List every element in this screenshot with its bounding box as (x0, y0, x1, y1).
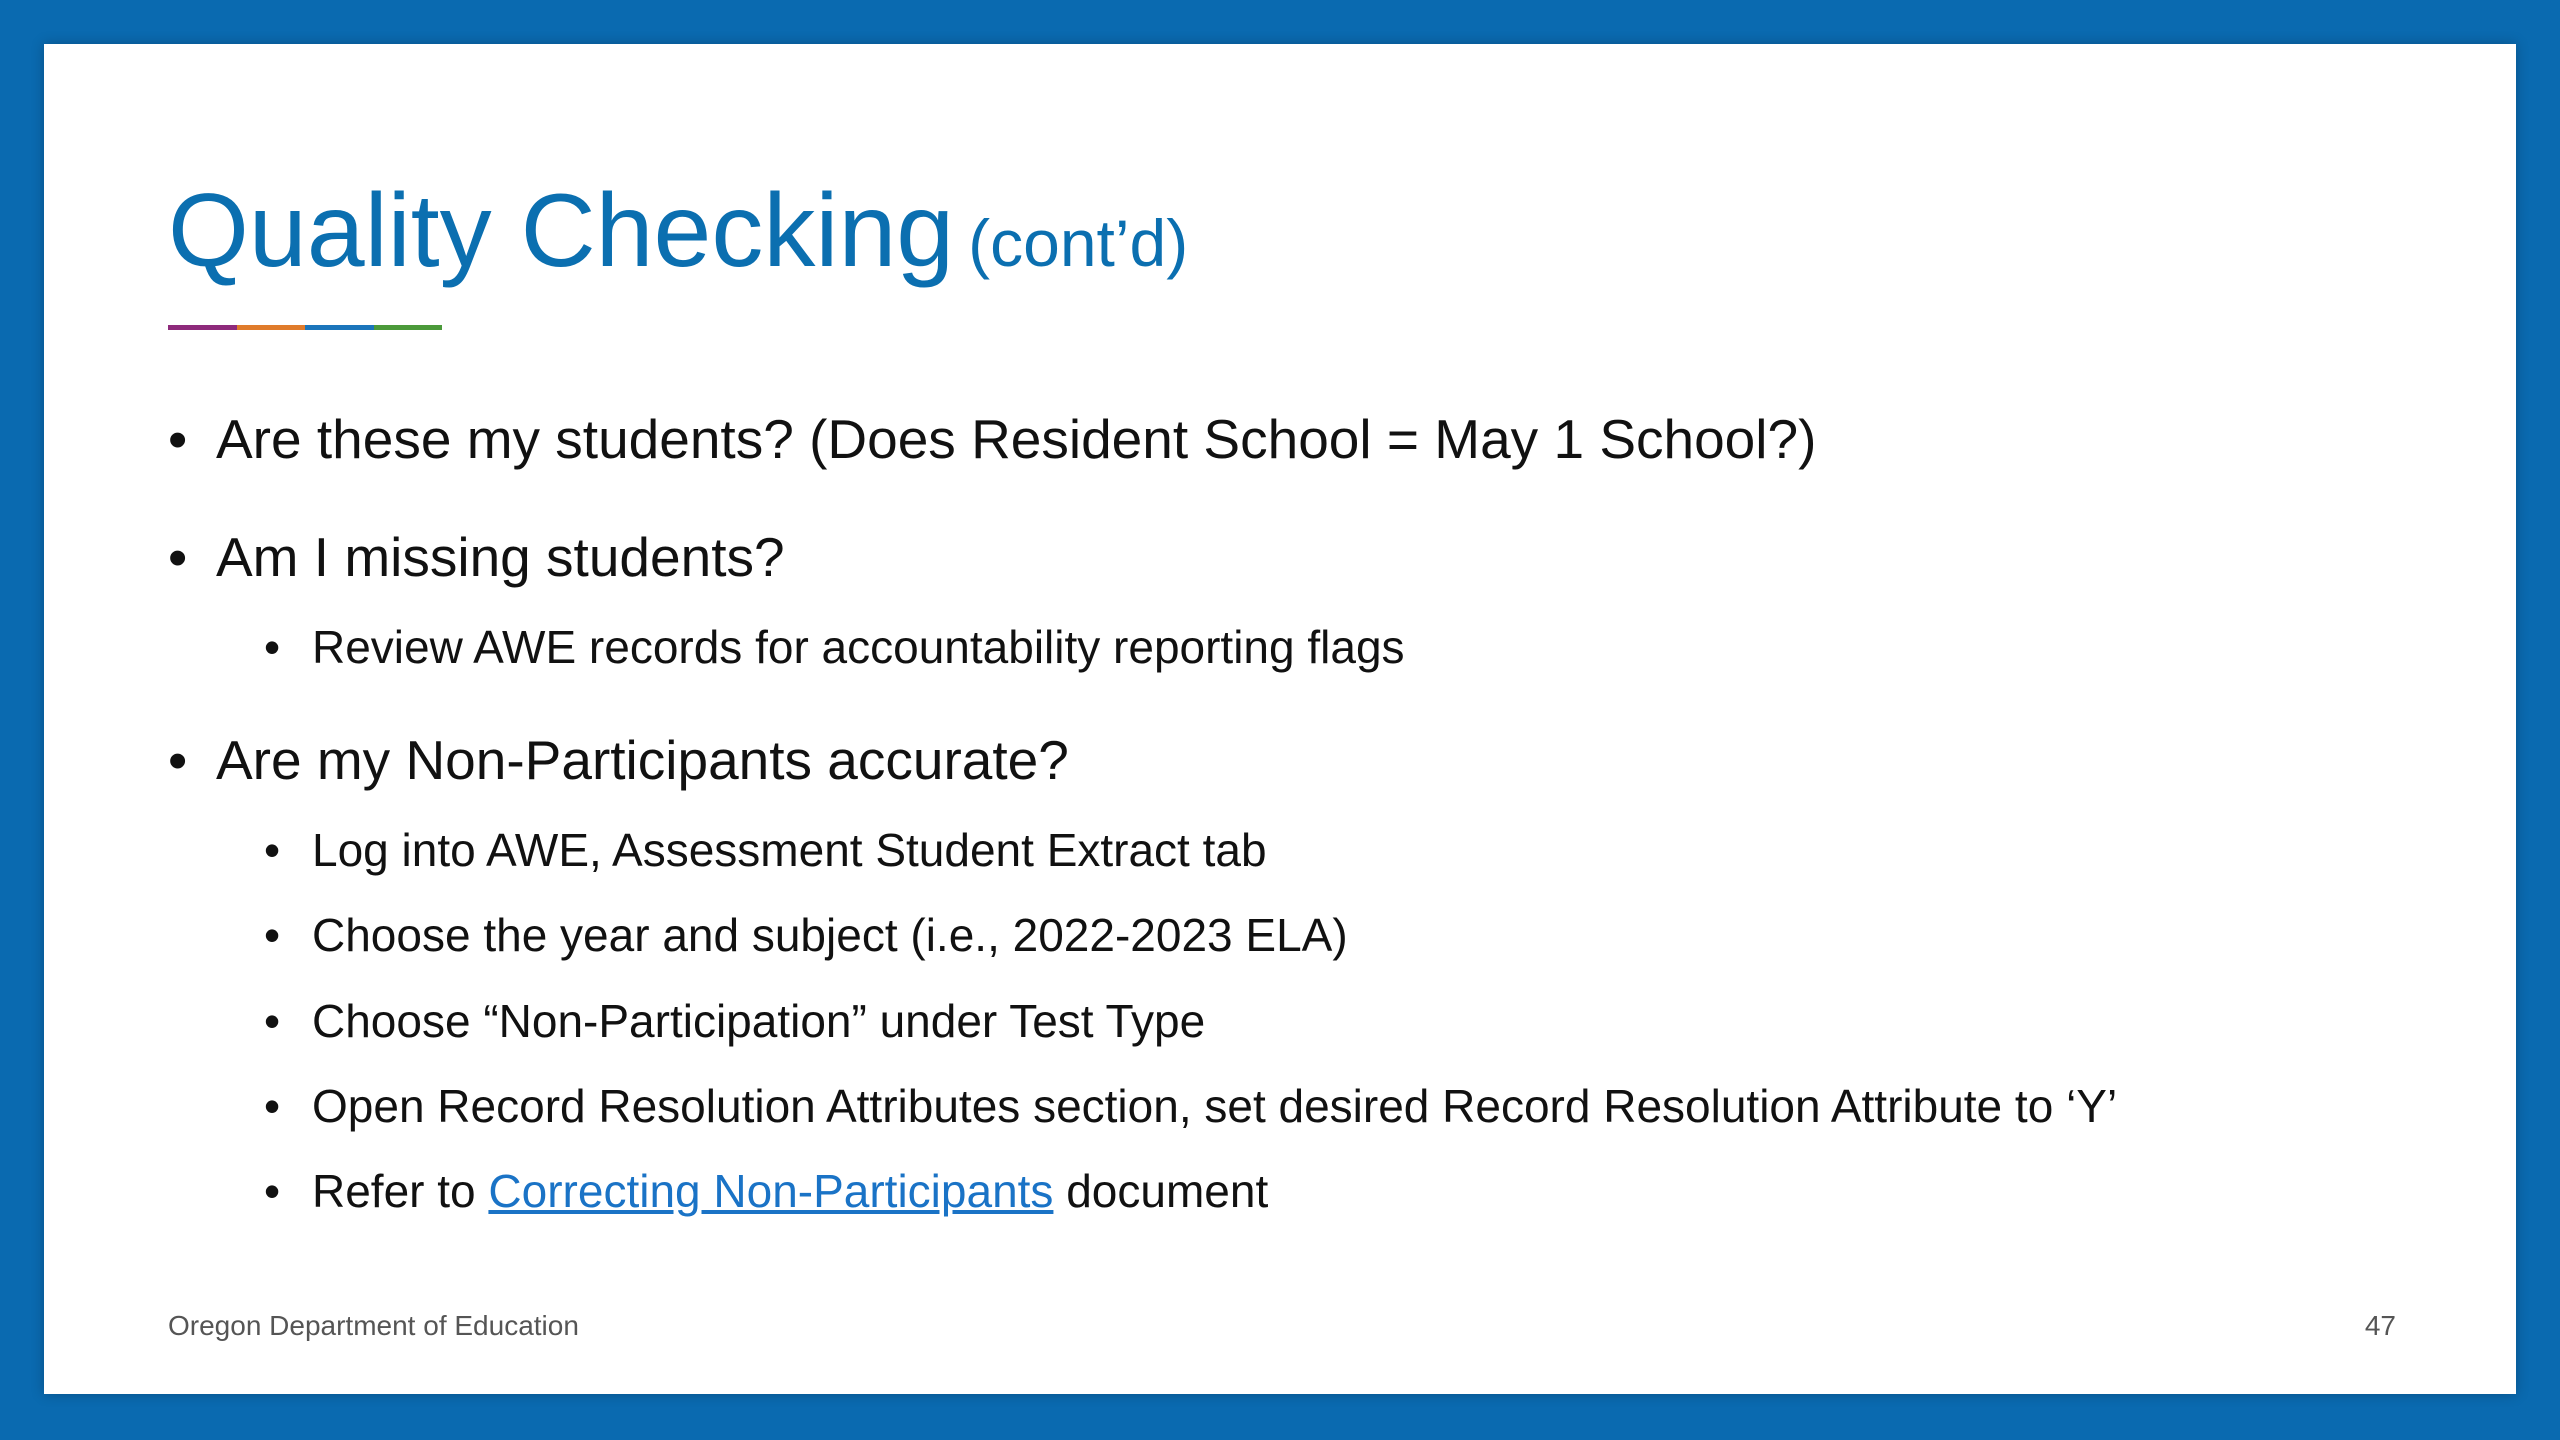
bullet-3-sub-5 (264, 1164, 2418, 1219)
refer-suffix: document (1053, 1164, 1269, 1217)
bullet-3: • Are my Non-Participants accurate? (168, 727, 2418, 793)
bullet-list (168, 406, 2418, 1219)
slide (44, 44, 2516, 1394)
correcting-non-participants-link[interactable]: Correcting Non-Participants (488, 1164, 1054, 1217)
slide-title-suffix: (cont’d) (968, 206, 1189, 280)
underline-segment-purple (168, 325, 237, 330)
bullet-2: • Am I missing students? (168, 524, 2418, 590)
bullet-1: • Are these my students? (Does Resident School = May 1 School?) (168, 406, 2418, 472)
underline-segment-green (374, 325, 443, 330)
title-underline (168, 325, 442, 330)
slide-title-main: Quality Checking (168, 173, 955, 289)
bullet-2-sub-1: • Review AWE records for accountability reporting flags (264, 620, 2418, 675)
bullet-3-sub-2: • Choose the year and subject (i.e., 2022-2023 ELA) (264, 908, 2418, 963)
underline-segment-orange (237, 325, 306, 330)
refer-prefix: Refer to (312, 1164, 489, 1217)
bullet-3-sub-4: • Open Record Resolution Attributes section, set desired Record Resolution Attribute to ‘Y’ (264, 1079, 2418, 1134)
underline-segment-blue (305, 325, 374, 330)
bullet-3-sub-3: • Choose “Non-Participation” under Test Type (264, 994, 2418, 1049)
slide-title (168, 174, 1188, 288)
page-number: 47 (2364, 1310, 2396, 1341)
footer-organization: Oregon Department of Education (168, 1310, 579, 1341)
bullet-3-sub-1: • Log into AWE, Assessment Student Extract tab (264, 823, 2418, 878)
